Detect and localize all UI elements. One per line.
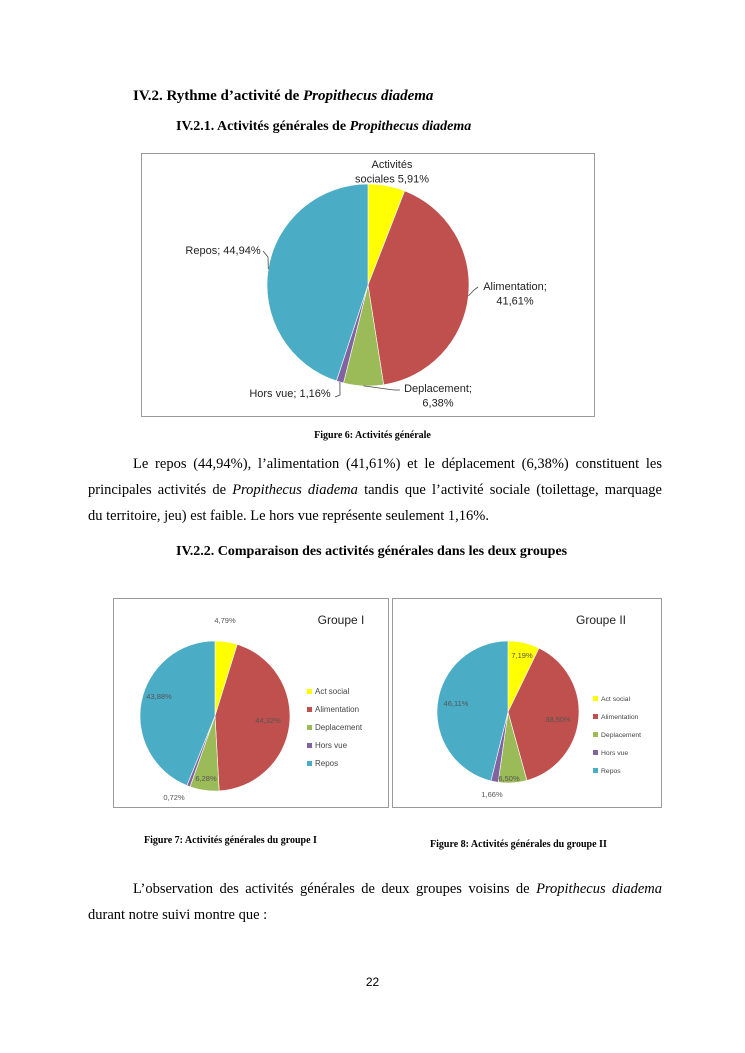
pie-label-alimentation: 44,32%: [255, 716, 281, 725]
pie-label-repos: Repos; 44,94%: [185, 245, 261, 257]
subsection-heading-2: IV.2.2. Comparaison des activités générales dans les deux groupes: [176, 544, 568, 559]
legend-swatch-act-social: [307, 689, 312, 694]
legend-label-alimentation: Alimentation: [315, 705, 360, 714]
legend-swatch-hors-vue: [593, 750, 598, 755]
legend-swatch-hors-vue: [307, 743, 312, 748]
legend-swatch-repos: [593, 768, 598, 773]
chart-title: Groupe II: [575, 613, 627, 627]
legend-swatch-repos: [307, 761, 312, 766]
paragraph-2: [88, 876, 662, 928]
page-number: 22: [365, 975, 380, 989]
figure-8-caption: Figure 8: Activités générales du groupe II: [430, 839, 607, 850]
figure-7-pie-chart: [114, 599, 388, 807]
pie-label-hors-vue: Hors vue; 1,16%: [249, 388, 331, 400]
pie-label-act-social: 4,79%: [214, 616, 236, 625]
legend-swatch-alimentation: [593, 714, 598, 719]
pie-label-hors-vue: 1,66%: [481, 790, 503, 799]
pie-label-deplacement: 6,28%: [195, 774, 217, 783]
legend-swatch-act-social: [593, 696, 598, 701]
paragraph-2-line-2: durant notre suivi montre que :: [88, 907, 268, 923]
leader-line-repos: [263, 251, 268, 269]
legend-label-hors-vue: Hors vue: [315, 741, 348, 750]
pie-label-deplacement: 6,50%: [498, 774, 520, 783]
legend-label-deplacement: Deplacement: [315, 723, 363, 732]
legend-label-repos: Repos: [601, 768, 621, 775]
pie-label-hors-vue: 0,72%: [163, 793, 185, 802]
legend-swatch-deplacement: [593, 732, 598, 737]
legend-label-deplacement: Deplacement: [601, 732, 642, 739]
figure-7-chart-frame: [113, 598, 389, 808]
section-heading: IV.2. Rythme d’activité de Propithecus diadema: [133, 88, 434, 104]
pie-label-act-social: 7,19%: [511, 651, 533, 660]
paragraph-1-line-2: principales activités de Propithecus diadema tandis que l’activité sociale (toilettage, marquage: [88, 482, 662, 498]
pie-label-alimentation: Alimentation; 41,61%: [483, 281, 547, 308]
subsection-heading-1: IV.2.1. Activités générales de Propithecus diadema: [176, 119, 472, 134]
leader-line-alimentation: [468, 287, 478, 296]
legend-label-repos: Repos: [315, 759, 339, 768]
pie-label-repos: 43,88%: [146, 692, 172, 701]
pie-label-activites-sociales: Activités sociales 5,91%: [355, 159, 429, 186]
figure-7-caption: Figure 7: Activités générales du groupe I: [144, 835, 317, 846]
paragraph-1-line-3: du territoire, jeu) est faible. Le hors vue représente seulement 1,16%.: [88, 508, 490, 524]
pie-label-alimentation: 38,50%: [545, 715, 571, 724]
legend-swatch-alimentation: [307, 707, 312, 712]
legend-label-alimentation: Alimentation: [601, 714, 639, 721]
figure-6-pie-chart: [142, 154, 594, 416]
figure-6-chart-frame: [141, 153, 595, 417]
pie-label-repos: 46,11%: [443, 699, 469, 708]
legend-label-act-social: Act social: [315, 687, 350, 696]
paragraph-1: [88, 451, 662, 529]
leader-line-hors-vue: [335, 382, 340, 397]
chart-title: Groupe I: [317, 613, 365, 627]
pie-label-deplacement: Deplacement; 6,38%: [404, 383, 472, 410]
paragraph-2-line-1: L’observation des activités générales de deux groupes voisins de Propithecus diadema: [133, 881, 662, 897]
legend-swatch-deplacement: [307, 725, 312, 730]
figure-8-pie-chart: [393, 599, 661, 807]
leader-line-deplacement: [364, 386, 401, 390]
legend-label-act-social: Act social: [601, 696, 631, 703]
figure-8-chart-frame: [392, 598, 662, 808]
legend-label-hors-vue: Hors vue: [601, 750, 629, 757]
paragraph-1-line-1: Le repos (44,94%), l’alimentation (41,61%) et le déplacement (6,38%) constituent les: [133, 456, 662, 472]
figure-6-caption: Figure 6: Activités générale: [314, 430, 431, 441]
